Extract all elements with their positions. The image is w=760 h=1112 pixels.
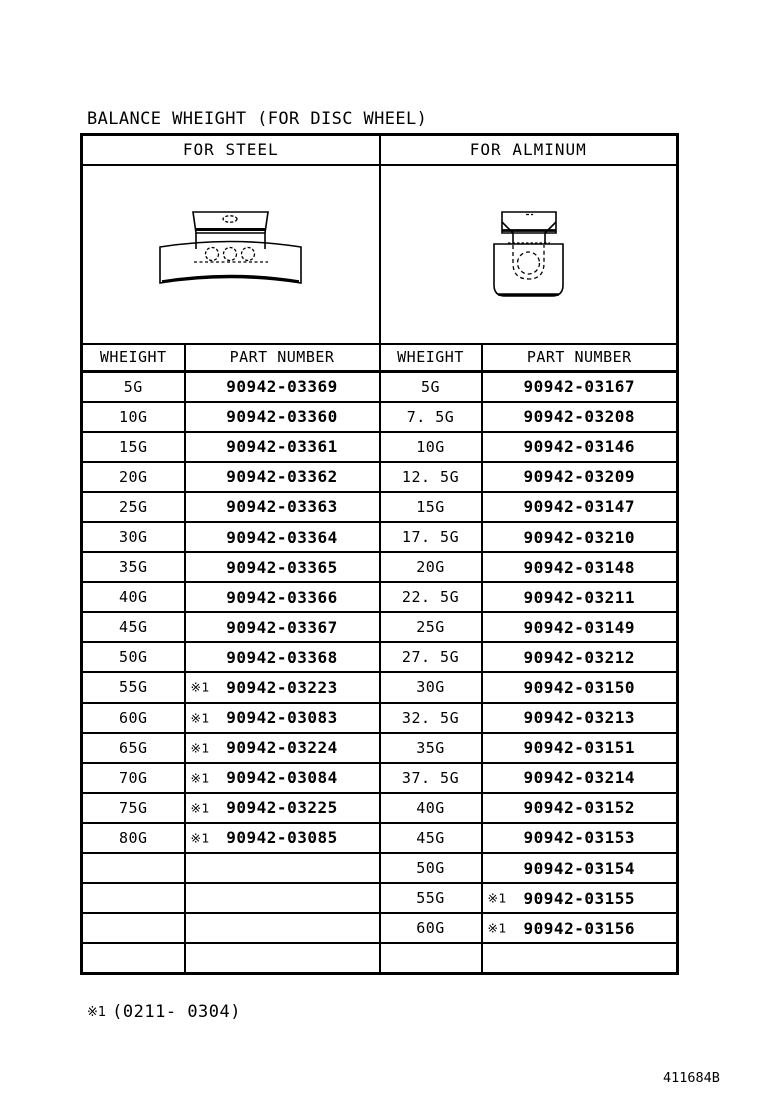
part-number: 90942-03362 (226, 467, 338, 487)
aluminum-weight-cell: 32. 5G (380, 703, 482, 733)
part-number: 90942-03154 (523, 858, 635, 878)
note-ref: ※1 (190, 710, 210, 726)
aluminum-weight-cell: 20G (380, 552, 482, 582)
aluminum-weight-cell: 37. 5G (380, 763, 482, 793)
steel-weight-cell: 35G (82, 552, 185, 582)
part-number: 90942-03369 (226, 377, 338, 397)
aluminum-part-number-cell (482, 853, 678, 883)
aluminum-part-number-cell (482, 522, 678, 552)
steel-part-number-cell (185, 462, 380, 492)
steel-section-header: FOR STEEL (82, 135, 380, 165)
part-number: 90942-03367 (226, 617, 338, 637)
steel-balance-weight-drawing (148, 205, 313, 303)
note-ref: ※1 (190, 740, 210, 756)
steel-part-number-cell (185, 763, 380, 793)
aluminum-part-number-cell (482, 552, 678, 582)
table-row (82, 883, 678, 913)
part-number: 90942-03364 (226, 527, 338, 547)
aluminum-part-number-cell (482, 793, 678, 823)
part-number: 90942-03149 (523, 617, 635, 637)
part-number: 90942-03363 (226, 497, 338, 517)
steel-weight-cell (82, 913, 185, 943)
steel-weight-cell: 70G (82, 763, 185, 793)
table-row (82, 552, 678, 582)
steel-weight-cell (82, 853, 185, 883)
part-number: 90942-03150 (523, 677, 635, 697)
steel-part-number-cell (185, 522, 380, 552)
part-number: 90942-03212 (523, 647, 635, 667)
aluminum-part-number-cell (482, 703, 678, 733)
steel-part-number-cell (185, 703, 380, 733)
aluminum-weight-cell: 55G (380, 883, 482, 913)
table-row (82, 642, 678, 672)
aluminum-part-number-column-header: PART NUMBER (482, 344, 678, 372)
part-number: 90942-03366 (226, 587, 338, 607)
note-ref: ※1 (487, 890, 507, 906)
page-title: BALANCE WHEIGHT (FOR DISC WHEEL) (87, 109, 428, 129)
aluminum-part-number-cell (482, 582, 678, 612)
table-row (82, 432, 678, 462)
part-number: 90942-03155 (523, 888, 635, 908)
aluminum-illustration-cell (380, 165, 678, 344)
aluminum-part-number-cell (482, 372, 678, 402)
part-number: 90942-03156 (523, 918, 635, 938)
steel-part-number-cell (185, 823, 380, 853)
aluminum-weight-cell (380, 943, 482, 973)
steel-weight-cell: 45G (82, 612, 185, 642)
steel-part-number-cell (185, 672, 380, 702)
aluminum-balance-weight-drawing (482, 207, 574, 302)
aluminum-weight-cell: 17. 5G (380, 522, 482, 552)
aluminum-weight-cell: 45G (380, 823, 482, 853)
table-row (82, 763, 678, 793)
steel-weight-cell: 30G (82, 522, 185, 552)
part-number: 90942-03147 (523, 497, 635, 517)
part-number: 90942-03224 (226, 738, 338, 758)
table-row (82, 402, 678, 432)
steel-part-number-cell (185, 733, 380, 763)
aluminum-part-number-cell (482, 612, 678, 642)
material-header-row (82, 135, 678, 165)
aluminum-part-number-cell (482, 432, 678, 462)
note-ref: ※1 (190, 679, 210, 695)
part-number: 90942-03167 (523, 377, 635, 397)
table-row (82, 462, 678, 492)
steel-weight-cell: 15G (82, 432, 185, 462)
aluminum-part-number-cell (482, 883, 678, 913)
part-number: 90942-03083 (226, 708, 338, 728)
table-row (82, 582, 678, 612)
table-row (82, 522, 678, 552)
part-number: 90942-03365 (226, 557, 338, 577)
steel-part-number-cell (185, 883, 380, 913)
steel-weight-cell: 80G (82, 823, 185, 853)
part-number: 90942-03223 (226, 677, 338, 697)
part-number: 90942-03211 (523, 587, 635, 607)
aluminum-weight-cell: 35G (380, 733, 482, 763)
steel-part-number-cell (185, 913, 380, 943)
part-number: 90942-03151 (523, 738, 635, 758)
aluminum-part-number-cell (482, 672, 678, 702)
steel-weight-cell: 60G (82, 703, 185, 733)
part-number: 90942-03152 (523, 798, 635, 818)
part-number: 90942-03213 (523, 708, 635, 728)
steel-part-number-cell (185, 372, 380, 402)
note-ref: ※1 (190, 770, 210, 786)
steel-part-number-cell (185, 492, 380, 522)
steel-hidden-hole (224, 248, 237, 261)
aluminum-weight-cell: 30G (380, 672, 482, 702)
part-number: 90942-03209 (523, 467, 635, 487)
aluminum-weight-cell: 10G (380, 432, 482, 462)
steel-illustration-cell (82, 165, 380, 344)
table-row (82, 372, 678, 402)
steel-weight-cell: 10G (82, 402, 185, 432)
steel-weight-cell: 65G (82, 733, 185, 763)
aluminum-weight-cell: 50G (380, 853, 482, 883)
steel-part-number-cell (185, 642, 380, 672)
footnote-text: (0211- 0304) (112, 1002, 241, 1022)
steel-part-number-column-header: PART NUMBER (185, 344, 380, 372)
table-row (82, 703, 678, 733)
aluminum-weight-cell: 60G (380, 913, 482, 943)
aluminum-part-number-cell (482, 943, 678, 973)
part-number: 90942-03084 (226, 768, 338, 788)
aluminum-weight-cell: 25G (380, 612, 482, 642)
reference-mark: ※1 (87, 1005, 107, 1020)
part-number: 90942-03214 (523, 768, 635, 788)
aluminum-weight-cell: 5G (380, 372, 482, 402)
table-row (82, 913, 678, 943)
table-row (82, 612, 678, 642)
figure-number: 411684B (663, 1070, 720, 1086)
steel-weight-cell (82, 883, 185, 913)
aluminum-part-number-cell (482, 823, 678, 853)
part-number: 90942-03368 (226, 647, 338, 667)
table-row (82, 793, 678, 823)
part-number: 90942-03148 (523, 557, 635, 577)
balance-weight-table (80, 133, 679, 975)
note-ref: ※1 (487, 920, 507, 936)
steel-weight-cell: 20G (82, 462, 185, 492)
aluminum-part-number-cell (482, 733, 678, 763)
steel-part-number-cell (185, 793, 380, 823)
steel-part-number-cell (185, 432, 380, 462)
aluminum-weight-cell: 40G (380, 793, 482, 823)
table-row (82, 943, 678, 973)
aluminum-hidden-hole (518, 252, 540, 274)
aluminum-part-number-cell (482, 642, 678, 672)
aluminum-weight-column-header: WHEIGHT (380, 344, 482, 372)
steel-weight-cell: 50G (82, 642, 185, 672)
illustration-row (82, 165, 678, 344)
steel-part-number-cell (185, 612, 380, 642)
footnote (87, 1002, 241, 1022)
steel-weight-cell: 75G (82, 793, 185, 823)
aluminum-weight-cell: 27. 5G (380, 642, 482, 672)
note-ref: ※1 (190, 830, 210, 846)
steel-part-number-cell (185, 853, 380, 883)
aluminum-part-number-cell (482, 492, 678, 522)
steel-weight-cell: 40G (82, 582, 185, 612)
parts-table-body (82, 372, 678, 974)
steel-weight-cell: 5G (82, 372, 185, 402)
aluminum-weight-cell: 7. 5G (380, 402, 482, 432)
table-row (82, 492, 678, 522)
aluminum-weight-cell: 15G (380, 492, 482, 522)
part-number: 90942-03085 (226, 828, 338, 848)
table-row (82, 853, 678, 883)
part-number: 90942-03210 (523, 527, 635, 547)
steel-part-number-cell (185, 943, 380, 973)
steel-hidden-hole (242, 248, 255, 261)
aluminum-weight-cell: 12. 5G (380, 462, 482, 492)
part-number: 90942-03361 (226, 437, 338, 457)
part-number: 90942-03146 (523, 437, 635, 457)
part-number: 90942-03360 (226, 407, 338, 427)
aluminum-part-number-cell (482, 763, 678, 793)
steel-weight-cell: 55G (82, 672, 185, 702)
steel-hidden-hole (206, 248, 219, 261)
aluminum-part-number-cell (482, 913, 678, 943)
part-number: 90942-03208 (523, 407, 635, 427)
table-row (82, 733, 678, 763)
steel-weight-column-header: WHEIGHT (82, 344, 185, 372)
part-number: 90942-03225 (226, 798, 338, 818)
table-row (82, 672, 678, 702)
note-ref: ※1 (190, 800, 210, 816)
part-number: 90942-03153 (523, 828, 635, 848)
steel-weight-cell (82, 943, 185, 973)
steel-part-number-cell (185, 552, 380, 582)
aluminum-weight-cell: 22. 5G (380, 582, 482, 612)
steel-part-number-cell (185, 582, 380, 612)
aluminum-section-header: FOR ALMINUM (380, 135, 678, 165)
steel-part-number-cell (185, 402, 380, 432)
table-row (82, 823, 678, 853)
steel-clip-hole (223, 216, 237, 222)
aluminum-part-number-cell (482, 402, 678, 432)
column-header-row (82, 344, 678, 372)
steel-weight-cell: 25G (82, 492, 185, 522)
aluminum-part-number-cell (482, 462, 678, 492)
